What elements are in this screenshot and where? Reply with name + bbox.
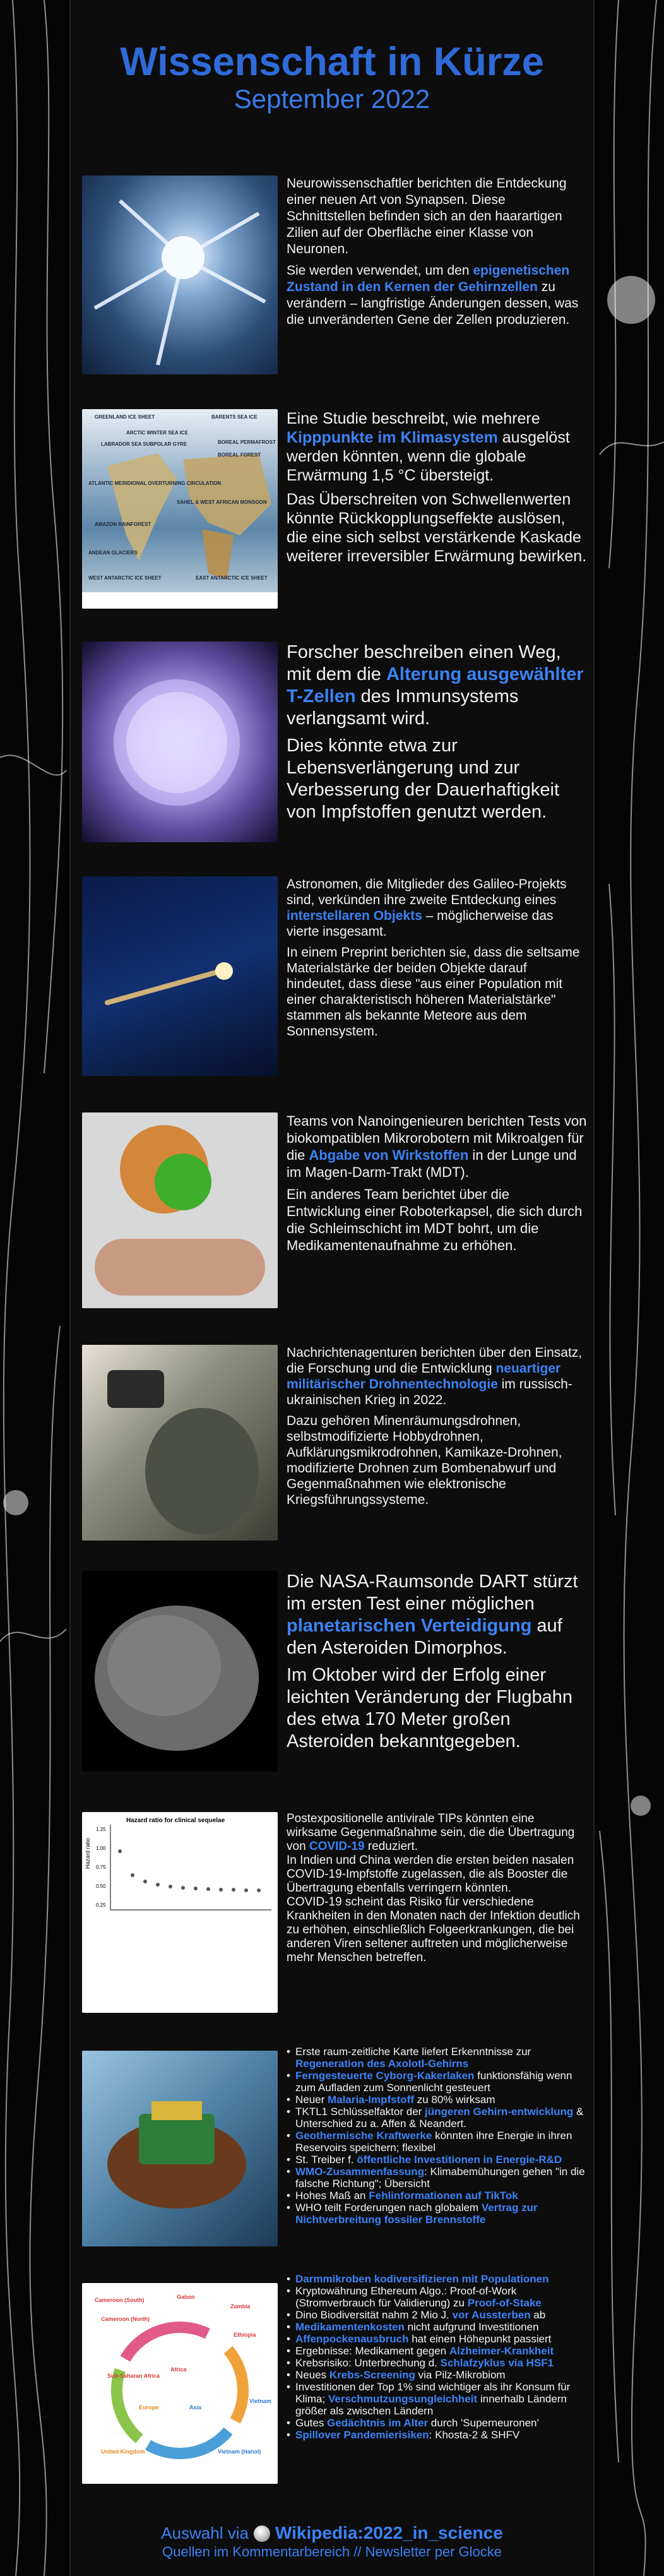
chart-label: Sub-Saharan Africa — [107, 2373, 160, 2379]
text-span: Teams von Nanoingenieuren berichten Tests von biokompatiblen Mikrorobotern mit Mikroalgen für die — [287, 1113, 587, 1163]
list-item — [287, 2130, 587, 2154]
paragraph — [287, 1664, 587, 1753]
map-label: BARENTS SEA ICE — [211, 414, 258, 420]
page-subtitle: September 2022 — [234, 84, 430, 114]
list-item — [287, 2429, 587, 2441]
news-item-synapses — [82, 176, 587, 378]
text-span: Neues — [295, 2369, 329, 2381]
highlight-link[interactable]: Malaria-Impfstoff — [328, 2094, 414, 2106]
footer-source-line — [71, 2523, 593, 2543]
news-item-covid — [82, 1812, 587, 2039]
y-tick: 0.50 — [96, 1883, 106, 1889]
paragraph — [287, 1186, 587, 1254]
list-item — [287, 2345, 587, 2357]
text-span: könnten ihre Energie in ihren Reservoirs speichern; flexibel — [295, 2130, 572, 2154]
text-span: Das Überschreiten von Schwellenwerten könnte Rückkopplungseffekte auslösen, die eine sich selbst verstärkende Kaskade weiterer irreversibler Erwärmung bewirken. — [287, 491, 587, 565]
chart-label: Vietnam — [249, 2398, 271, 2404]
text-span: funktionsfähig wenn zum Aufladen zum Sonnenlicht gesteuert — [295, 2070, 572, 2094]
paragraph — [287, 1812, 587, 1854]
highlight-link[interactable]: Proof-of-Stake — [467, 2297, 542, 2309]
text-span: via Pilz-Mikrobiom — [415, 2369, 506, 2381]
paragraph — [287, 641, 587, 730]
y-tick: 1.25 — [96, 1827, 106, 1832]
highlight-link[interactable]: Schlafzyklus via HSF1 — [440, 2357, 554, 2369]
highlight-link[interactable]: Geothermische Kraftwerke — [295, 2130, 432, 2142]
chart-label: Africa — [170, 2366, 187, 2373]
text-span: ausgelöst werden könnten, wenn die globale Erwärmung 1,5 °C übersteigt. — [287, 429, 570, 484]
highlight-link[interactable]: Kipppunkte im Klimasystem — [287, 429, 498, 446]
list-item — [287, 2190, 587, 2202]
map-label: SAHEL & WEST AFRICAN MONSOON — [177, 499, 267, 505]
text-span: Ergebnisse: Medikament gegen — [295, 2345, 449, 2357]
highlight-link[interactable]: Medikamentenkosten — [295, 2321, 405, 2333]
chart-label: Cameroon (South) — [95, 2297, 145, 2303]
drone-soldier-image — [82, 1345, 278, 1541]
text-span: : Klimabemühungen gehen "in die falsche Richtung"; Übersicht — [295, 2166, 585, 2190]
wikipedia-globe-icon — [254, 2525, 270, 2542]
text-span: In einem Preprint berichten sie, dass die seltsame Materialstärke der beiden Objekte darauf hindeutet, dass diese "aus einer Population mit einer charakteristisch höheren Materialstärke" stammen als bekannte Meteore aus dem Sonnensystem. — [287, 945, 580, 1039]
cyborg-cockroach-image — [82, 2051, 278, 2246]
text-span: Sie werden verwendet, um den — [287, 263, 473, 278]
map-label: EAST ANTARCTIC ICE SHEET — [196, 575, 268, 581]
highlight-link[interactable]: planetarischen Verteidigung — [287, 1616, 532, 1636]
text-span: ab — [530, 2309, 546, 2321]
text-span: Astronomen, die Mitglieder des Galileo-Projekts sind, verkünden ihre zweite Entdeckung eines — [287, 877, 567, 907]
text-span: TKTL1 Schlüsselfaktor der — [295, 2106, 425, 2118]
map-label: BOREAL PERMAFROST — [218, 439, 276, 445]
chart-label: Europe — [139, 2404, 159, 2411]
y-tick: 0.25 — [96, 1902, 106, 1908]
list-item — [287, 2094, 587, 2106]
hazard-ratio-image — [82, 1812, 278, 2013]
highlight-link[interactable]: Affenpockenausbruch — [295, 2333, 409, 2345]
text-span: Investitionen der Top 1% sind wichtiger als ihr Konsum für Klima; — [295, 2381, 571, 2405]
text-span: Dies könnte etwa zur Lebensverlängerung und zur Verbesserung der Dauerhaftigkeit von Impfstoffen genutzt werden. — [287, 736, 560, 822]
chart-label: Ethiopia — [234, 2332, 256, 2338]
t-cells-text — [287, 641, 587, 828]
footer — [71, 2523, 593, 2561]
chart-label: Zambia — [230, 2303, 251, 2310]
news-item-microrobots — [82, 1112, 587, 1327]
page-title: Wissenschaft in Kürze — [120, 40, 544, 84]
text-span: zu 80% wirksam — [414, 2094, 495, 2106]
map-label: ANDEAN GLACIERS — [88, 550, 138, 556]
list-item — [287, 2070, 587, 2094]
news-item-interstellar-object — [82, 876, 587, 1104]
paragraph — [287, 490, 587, 566]
map-label: BOREAL FOREST — [218, 452, 261, 458]
list-item — [287, 2046, 587, 2070]
text-span: – möglicherweise das vierte insgesamt. — [287, 909, 554, 939]
list-item — [287, 2321, 587, 2333]
news-item-dart — [82, 1571, 587, 1779]
text-span: In Indien und China werden die ersten beiden nasalen COVID-19-Impfstoffe zugelassen, die als Booster die Übertragung ebenfalls verringern könnten. — [287, 1854, 574, 1895]
paragraph — [287, 1413, 587, 1508]
paragraph — [287, 1112, 587, 1181]
text-span: Neurowissenschaftler berichten die Entdeckung einer neuen Art von Synapsen. Diese Schnittstellen befinden sich an den haarartigen Zilien auf der Oberfläche einer Klasse von Neuronen. — [287, 176, 567, 256]
wikipedia-source-link[interactable]: Wikipedia:2022_in_science — [275, 2523, 503, 2543]
text-span: Im Oktober wird der Erfolg einer leichten Veränderung der Flugbahn des etwa 170 Meter großen Asteroiden bekanntgegeben. — [287, 1665, 573, 1751]
paragraph — [287, 1854, 587, 1895]
circular-chart-image — [82, 2283, 278, 2484]
list-item — [287, 2285, 587, 2309]
paragraph — [287, 1895, 587, 1965]
text-span: Kryptowährung Ethereum Algo.: Proof-of-Work (Stromverbrauch für Validierung) zu — [295, 2285, 517, 2309]
paragraph — [287, 945, 587, 1039]
text-span: Dazu gehören Minenräumungsdrohnen, selbstmodifizierte Hobbydrohnen, Aufklärungsmikrodrohnen, Kamikaze-Drohnen, modifizierte Drohnen zum Bombenabwurf und Gegenmaßnahmen wie elektronische Kriegsführungssysteme. — [287, 1414, 562, 1507]
text-span: WHO teilt Forderungen nach globalem — [295, 2202, 482, 2214]
chart-ylabel: Hazard ratio — [85, 1837, 91, 1869]
text-span: durch 'Superneuronen' — [428, 2417, 539, 2429]
news-item-list-1 — [82, 2046, 587, 2260]
text-span: Gutes — [295, 2417, 328, 2429]
y-tick: 0.75 — [96, 1864, 106, 1870]
chart-label: United Kingdom — [101, 2448, 145, 2455]
list-item — [287, 2381, 587, 2417]
highlight-link[interactable]: Fehlinformationen auf TikTok — [369, 2190, 518, 2202]
covid-text — [287, 1812, 587, 1965]
text-span: Postexpositionelle antivirale TIPs könnten eine wirksame Gegenmaßnahme sein, die die Übertragung von — [287, 1812, 575, 1853]
chart-label: Gabon — [177, 2294, 195, 2300]
t-cell-image — [82, 641, 278, 842]
list-item — [287, 2357, 587, 2369]
highlight-link[interactable]: COVID-19 — [309, 1840, 365, 1853]
paragraph — [287, 876, 587, 939]
highlight-link[interactable]: jüngeren Gehirn-entwicklung — [425, 2106, 574, 2118]
chart-label: Cameroon (North) — [101, 2316, 150, 2322]
chart-label: Vietnam (Hanoi) — [218, 2448, 261, 2455]
map-label: ARCTIC WINTER SEA ICE — [126, 430, 188, 436]
map-label: GREENLAND ICE SHEET — [95, 414, 155, 420]
list-item — [287, 2309, 587, 2321]
paragraph — [287, 1571, 587, 1659]
synapses-text — [287, 176, 587, 333]
highlight-link[interactable]: Gedächtnis im Alter — [327, 2417, 429, 2429]
climate-map-image — [82, 409, 278, 609]
highlight-link[interactable]: Regeneration des Axolotl-Gehirns — [295, 2058, 469, 2070]
text-span: COVID-19 scheint das Risiko für verschiedene Krankheiten in den Monaten nach der Infektion deutlich zu erhöhen, einschließlich Folgeerkrankungen, die bei anderen Viren seltener auftreten und möglicherweise mehr Menschen betreffen. — [287, 1895, 580, 1964]
text-span: Dino Biodiversität nahm 2 Mio J. — [295, 2309, 453, 2321]
paragraph — [287, 735, 587, 823]
highlight-link[interactable]: Alzheimer-Krankheit — [449, 2345, 554, 2357]
bullet-list — [287, 2273, 587, 2441]
text-span: zu verändern – langfristige Änderungen dessen, was die unveränderten Gene der Zellen produzieren. — [287, 280, 579, 327]
text-span: hat einen Höhepunkt passiert — [408, 2333, 552, 2345]
map-label: LABRADOR SEA SUBPOLAR GYRE — [101, 441, 187, 447]
news-item-list-2 — [82, 2273, 587, 2513]
list-item — [287, 2369, 587, 2381]
highlight-link[interactable]: Abgabe von Wirkstoffen — [309, 1147, 469, 1163]
microrobots-image — [82, 1112, 278, 1308]
chart-title: Hazard ratio for clinical sequelae — [126, 1817, 225, 1824]
text-span: auf den Asteroiden Dimorphos. — [287, 1616, 562, 1658]
highlight-link[interactable]: Krebs-Screening — [329, 2369, 415, 2381]
paragraph — [287, 176, 587, 258]
map-label: ATLANTIC MERIDIONAL OVERTURNING CIRCULATION — [88, 480, 222, 486]
text-span: Krebsrisiko: Unterbrechung d. — [295, 2357, 441, 2369]
text-span: innerhalb Ländern größer als zwischen Ländern — [295, 2393, 567, 2417]
asteroid-image — [82, 1571, 278, 1772]
list-2 — [287, 2273, 587, 2441]
text-span: Hohes Maß an — [295, 2190, 369, 2202]
text-span: Die NASA-Raumsonde DART stürzt im ersten Test einer möglichen — [287, 1571, 578, 1614]
map-label: AMAZON RAINFOREST — [95, 522, 151, 527]
text-span: nicht aufgrund Investitionen — [404, 2321, 539, 2333]
news-item-climate-tipping-points — [82, 409, 587, 611]
highlight-link[interactable]: epigenetischen Zustand in den Kernen der Gehirnzellen — [287, 263, 570, 294]
map-label: WEST ANTARCTIC ICE SHEET — [88, 575, 162, 581]
highlight-link[interactable]: vor Aussterben — [452, 2309, 531, 2321]
highlight-link[interactable]: WMO-Zusammenfassung — [295, 2166, 425, 2178]
highlight-link[interactable]: Darmmikroben kodiversifizieren mit Populationen — [295, 2273, 549, 2285]
text-span: im russisch-ukrainischen Krieg in 2022. — [287, 1377, 572, 1407]
y-tick: 1.00 — [96, 1846, 106, 1851]
neuron-cilia-image — [82, 176, 278, 374]
text-span: Forscher beschreiben einen Weg, mit dem die — [287, 642, 561, 684]
paragraph — [287, 1345, 587, 1408]
list-item — [287, 2106, 587, 2130]
highlight-link[interactable]: interstellaren Objekts — [287, 909, 422, 923]
highlight-link[interactable]: Alterung ausgewählter T-Zellen — [287, 664, 584, 707]
highlight-link[interactable]: öffentliche Investitionen in Energie-R&D — [357, 2154, 562, 2166]
interstellar-text — [287, 876, 587, 1044]
text-span: St. Treiber f. — [295, 2154, 357, 2166]
footer-prefix: Auswahl via — [161, 2524, 249, 2543]
text-span: Neuer — [295, 2094, 328, 2106]
news-item-t-cells — [82, 641, 587, 850]
drones-text — [287, 1345, 587, 1513]
text-span: in der Lunge und im Magen-Darm-Trakt (MDT). — [287, 1147, 577, 1180]
header — [71, 39, 593, 114]
text-span: & Unterschied zu a. Affen & Neandert. — [295, 2106, 584, 2130]
highlight-link[interactable]: Spillover Pandemierisiken — [295, 2429, 429, 2441]
news-item-drones — [82, 1345, 587, 1553]
text-span: Nachrichtenagenturen berichten über den Einsatz, die Forschung und die Entwicklung — [287, 1345, 583, 1376]
list-item — [287, 2154, 587, 2166]
text-span: reduziert. — [364, 1840, 418, 1853]
highlight-link[interactable]: Verschmutzungsungleichheit — [328, 2393, 478, 2405]
highlight-link[interactable]: Ferngesteuerte Cyborg-Kakerlaken — [295, 2070, 475, 2082]
text-span: Erste raum-zeitliche Karte liefert Erkenntnisse zur — [295, 2046, 531, 2058]
text-span: des Immunsystems verlangsamt wird. — [287, 686, 519, 729]
highlight-link[interactable]: neuartiger militärischer Drohnentechnologie — [287, 1361, 561, 1392]
list-item — [287, 2166, 587, 2190]
highlight-link[interactable]: Vertrag zur Nichtverbreitung fossiler Brennstoffe — [295, 2202, 538, 2226]
paragraph — [287, 263, 587, 328]
footer-note: Quellen im Kommentarbereich // Newsletter per Glocke — [162, 2544, 502, 2560]
text-span: Ein anderes Team berichtet über die Entwicklung einer Roboterkapsel, die sich durch die Schleimschicht im MDT bohrt, um die Medikamentenaufnahme zu erhöhen. — [287, 1186, 583, 1253]
climate-text — [287, 409, 587, 571]
chart-label: Asia — [189, 2404, 202, 2411]
dart-text — [287, 1571, 587, 1758]
paragraph — [287, 409, 587, 485]
text-span: Eine Studie beschreibt, wie mehrere — [287, 410, 540, 427]
list-item — [287, 2273, 587, 2285]
list-1 — [287, 2046, 587, 2226]
list-item — [287, 2333, 587, 2345]
list-item — [287, 2417, 587, 2429]
meteor-image — [82, 876, 278, 1076]
text-span: : Khosta-2 & SHFV — [429, 2429, 520, 2441]
list-item — [287, 2202, 587, 2226]
bullet-list — [287, 2046, 587, 2226]
microrobots-text — [287, 1112, 587, 1259]
